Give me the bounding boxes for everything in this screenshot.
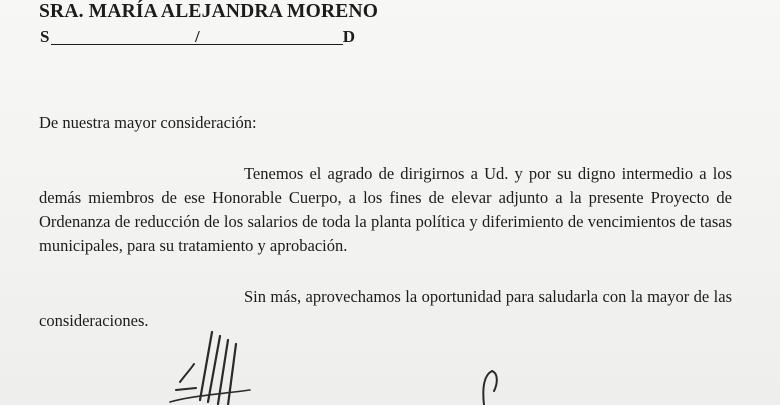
greeting: De nuestra mayor consideración: [39,113,257,132]
address-underline [51,44,343,45]
recipient-name: SRA. MARÍA ALEJANDRA MORENO [39,1,379,22]
body-paragraph-1: Tenemos el agrado de dirigirnos a Ud. y por su digno intermedio a los demás miembros de ese Honorable Cuerpo, a los fines de elevar adjunto a la presente Proyecto de Ordenanza de reducción de los salarios de toda la planta política y diferimiento de vencimientos de tasas municipales, para su tratamiento y aprobación. [39,164,732,255]
signature-right [470,365,510,405]
body-paragraph-2: Sin más, aprovechamos la oportunidad para saludarla con la mayor de las consideraciones. [39,287,732,330]
address-line-right: D [342,27,355,46]
address-line [39,27,355,47]
signature-left [150,330,260,405]
address-line-left: S [40,27,50,46]
address-line-middle: / [195,27,200,46]
